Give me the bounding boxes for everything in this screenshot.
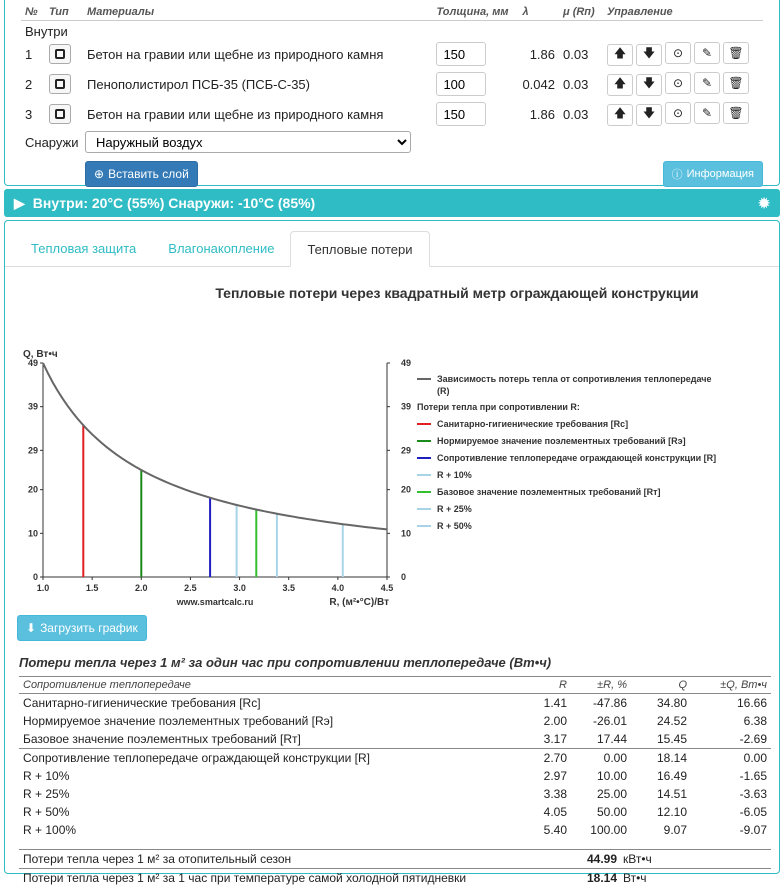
results-row bbox=[19, 730, 771, 749]
results-col-q: Q bbox=[631, 677, 691, 694]
check-circle-icon: ⊙ bbox=[672, 106, 684, 121]
thickness-input[interactable] bbox=[436, 102, 486, 126]
results-cell: Санитарно-гигиенические требования [Rc] bbox=[23, 696, 261, 710]
results-panel bbox=[4, 220, 780, 885]
edit-button[interactable] bbox=[694, 42, 720, 64]
check-circle-icon: ⊙ bbox=[672, 76, 684, 91]
check-button[interactable] bbox=[665, 102, 691, 124]
results-row bbox=[19, 803, 771, 821]
results-cell: -2.69 bbox=[739, 732, 767, 746]
legend-item-vertical bbox=[417, 435, 717, 447]
legend-label: R + 25% bbox=[437, 504, 472, 514]
outside-label: Снаружи bbox=[25, 134, 79, 150]
y-tick-label: 0 bbox=[32, 572, 38, 582]
edit-button[interactable] bbox=[694, 102, 720, 124]
x-tick-label: 2.5 bbox=[184, 583, 197, 593]
arrow-up-icon: 🡅 bbox=[613, 46, 627, 61]
y-tick-label-right: 20 bbox=[401, 484, 412, 495]
y-tick-label-right: 29 bbox=[401, 445, 412, 456]
legend-item-vertical bbox=[417, 503, 717, 515]
caret-right-icon: ▶ bbox=[14, 194, 25, 211]
summary-row bbox=[19, 868, 771, 887]
layer-material: Пенополистирол ПСБ-35 (ПСБ-С-35) bbox=[87, 76, 310, 92]
summary-value: 44.99 bbox=[586, 852, 617, 866]
layers-actions bbox=[21, 161, 763, 187]
results-cell: 17.44 bbox=[596, 732, 627, 746]
results-cell: -1.65 bbox=[739, 769, 767, 783]
results-cell: 2.00 bbox=[543, 714, 567, 728]
delete-button[interactable] bbox=[723, 42, 749, 64]
check-button[interactable] bbox=[665, 72, 691, 94]
trash-icon: 🗑 bbox=[728, 76, 744, 91]
results-cell: Сопротивление теплопередаче ограждающей конструкции [R] bbox=[19, 749, 531, 768]
tab-heat-loss[interactable]: Тепловые потери bbox=[290, 231, 429, 267]
legend-label: Сопротивление теплопередаче ограждающей конструкции [R] bbox=[437, 453, 717, 463]
legend-swatch bbox=[417, 378, 431, 380]
legend-swatch bbox=[417, 508, 431, 510]
results-cell: 10.00 bbox=[596, 769, 627, 783]
col-material: Материалы bbox=[83, 4, 432, 21]
thickness-input[interactable] bbox=[436, 42, 486, 66]
chart-title: Тепловые потери через квадратный метр ограждающей конструкции bbox=[215, 285, 699, 301]
layers-header-row bbox=[21, 4, 763, 21]
delete-button[interactable] bbox=[723, 102, 749, 124]
results-cell: 0.00 bbox=[691, 749, 771, 768]
x-tick-label: 2.0 bbox=[135, 583, 148, 593]
col-thickness: Толщина, мм bbox=[432, 4, 518, 21]
arrow-down-icon: 🡇 bbox=[642, 106, 656, 121]
trash-icon: 🗑 bbox=[728, 106, 744, 121]
conditions-text: Внутри: 20°C (55%) Снаружи: -10°C (85%) bbox=[32, 195, 316, 211]
col-num: № bbox=[21, 4, 45, 21]
col-type: Тип bbox=[45, 4, 83, 21]
summary-label: Потери тепла через 1 м² за 1 час при температуре самой холодной пятидневки bbox=[23, 871, 467, 885]
results-cell: 24.52 bbox=[656, 714, 687, 728]
legend-label: R + 50% bbox=[437, 521, 472, 531]
edit-button[interactable] bbox=[694, 72, 720, 94]
y-tick-label: 39 bbox=[27, 401, 38, 412]
results-cell: 16.49 bbox=[656, 769, 687, 783]
y-tick-label-right: 0 bbox=[401, 572, 407, 582]
results-cell: 0.00 bbox=[571, 749, 631, 768]
legend-item-curve bbox=[417, 373, 717, 397]
y-tick-label-right: 49 bbox=[401, 358, 412, 368]
results-row bbox=[19, 712, 771, 730]
legend-subtitle: Потери тепла при сопротивлении R: bbox=[417, 402, 580, 412]
legend-swatch bbox=[417, 525, 431, 527]
results-cell: 6.38 bbox=[743, 714, 767, 728]
square-icon bbox=[55, 49, 65, 59]
results-col-resistance: Сопротивление теплопередаче bbox=[19, 677, 531, 694]
trash-icon: 🗑 bbox=[728, 46, 744, 61]
results-cell: 25.00 bbox=[596, 787, 627, 801]
results-cell: 4.05 bbox=[543, 805, 567, 819]
tabs bbox=[5, 221, 779, 267]
delete-button[interactable] bbox=[723, 72, 749, 94]
layer-lambda: 0.042 bbox=[522, 76, 555, 92]
results-cell: 2.70 bbox=[531, 749, 571, 768]
results-cell: 1.41 bbox=[543, 696, 567, 710]
results-cell: 14.51 bbox=[656, 787, 687, 801]
watermark: www.smartcalc.ru bbox=[176, 597, 254, 607]
results-header-row bbox=[19, 677, 771, 694]
x-tick-label: 4.0 bbox=[331, 583, 345, 593]
layer-material: Бетон на гравии или щебне из природного камня bbox=[87, 46, 384, 62]
insert-layer-button[interactable] bbox=[85, 161, 198, 187]
results-cell: 5.40 bbox=[543, 823, 567, 837]
conditions-bar[interactable] bbox=[4, 189, 780, 217]
legend-label: Базовое значение поэлементных требований [Rт] bbox=[437, 487, 661, 497]
outside-select[interactable] bbox=[85, 131, 411, 153]
y-tick-label: 49 bbox=[27, 358, 38, 368]
square-icon bbox=[55, 79, 65, 89]
results-cell: 9.07 bbox=[663, 823, 687, 837]
results-cell: 3.38 bbox=[543, 787, 567, 801]
layer-type-button[interactable] bbox=[49, 44, 71, 64]
y-tick-label-right: 39 bbox=[401, 401, 412, 412]
col-lambda: λ bbox=[518, 4, 559, 21]
arrow-up-icon: 🡅 bbox=[613, 106, 627, 121]
results-cell: -47.86 bbox=[592, 696, 627, 710]
results-title: Потери тепла через 1 м² за один час при сопротивлении теплопередаче (Вт•ч) bbox=[19, 655, 552, 670]
summary-value: 18.14 bbox=[586, 871, 617, 885]
results-cell: 50.00 bbox=[596, 805, 627, 819]
summary-row bbox=[19, 849, 771, 868]
results-cell: R + 100% bbox=[23, 823, 77, 837]
legend-label: Зависимость потерь тепла от сопротивления теплопередаче (R) bbox=[437, 374, 712, 396]
results-row bbox=[19, 749, 771, 768]
arrow-down-icon: 🡇 bbox=[642, 76, 656, 91]
layer-lambda: 1.86 bbox=[529, 106, 555, 122]
x-tick-label: 3.5 bbox=[282, 583, 295, 593]
layer-num: 1 bbox=[25, 46, 33, 62]
layer-num: 2 bbox=[25, 76, 33, 92]
layer-row bbox=[21, 69, 763, 99]
summary-label: Потери тепла через 1 м² за отопительный сезон bbox=[23, 852, 292, 866]
results-row bbox=[19, 821, 771, 839]
results-row bbox=[19, 785, 771, 803]
layers-panel bbox=[4, 0, 780, 186]
thickness-input[interactable] bbox=[436, 72, 486, 96]
move-down-button[interactable] bbox=[636, 104, 662, 126]
col-controls: Управление bbox=[603, 4, 763, 21]
legend-label: Санитарно-гигиенические требования [Rc] bbox=[437, 419, 629, 429]
results-cell: 15.45 bbox=[656, 732, 687, 746]
results-cell: Нормируемое значение поэлементных требований [Rэ] bbox=[23, 714, 334, 728]
legend-item-vertical bbox=[417, 520, 717, 532]
results-cell: -6.05 bbox=[739, 805, 767, 819]
results-table bbox=[19, 676, 771, 839]
layer-mu: 0.03 bbox=[563, 46, 589, 62]
results-cell: 12.10 bbox=[656, 805, 687, 819]
y-tick-label-right: 10 bbox=[401, 528, 412, 539]
y-tick-label: 10 bbox=[27, 528, 38, 539]
info-label: Информация bbox=[686, 168, 754, 180]
legend-swatch bbox=[417, 457, 431, 459]
layer-material: Бетон на гравии или щебне из природного камня bbox=[87, 106, 384, 122]
move-up-button[interactable] bbox=[607, 104, 633, 126]
legend-label: Нормируемое значение поэлементных требований [Rэ] bbox=[437, 436, 686, 446]
results-cell: -26.01 bbox=[592, 714, 627, 728]
legend-label: R + 10% bbox=[437, 470, 472, 480]
move-down-button[interactable] bbox=[636, 44, 662, 66]
x-tick-label: 1.0 bbox=[36, 583, 50, 593]
y-tick-label: 29 bbox=[27, 445, 38, 456]
layer-mu: 0.03 bbox=[563, 106, 589, 122]
summary bbox=[19, 849, 771, 887]
results-cell: 3.17 bbox=[543, 732, 567, 746]
pencil-icon: ✎ bbox=[701, 76, 713, 91]
legend-item-vertical bbox=[417, 418, 717, 430]
y-axis-label: Q, Вт•ч bbox=[23, 349, 58, 360]
layer-type-button[interactable] bbox=[49, 104, 71, 124]
outside-row bbox=[21, 131, 763, 153]
layer-row bbox=[21, 99, 763, 129]
download-icon: ⬇ bbox=[26, 621, 37, 635]
chart-legend bbox=[417, 373, 717, 537]
x-tick-label: 3.0 bbox=[233, 583, 246, 593]
plus-circle-icon: ⊕ bbox=[94, 167, 105, 181]
results-row bbox=[19, 694, 771, 713]
legend-item-vertical bbox=[417, 486, 717, 498]
tab-moisture[interactable]: Влагонакопление bbox=[168, 241, 275, 256]
arrow-up-icon: 🡅 bbox=[613, 76, 627, 91]
square-icon bbox=[55, 109, 65, 119]
results-cell: -3.63 bbox=[739, 787, 767, 801]
inside-label: Внутри bbox=[25, 24, 68, 39]
legend-item-vertical bbox=[417, 469, 717, 481]
x-tick-label: 1.5 bbox=[85, 583, 99, 593]
results-cell: R + 25% bbox=[23, 787, 70, 801]
check-button[interactable] bbox=[665, 42, 691, 64]
pencil-icon: ✎ bbox=[701, 46, 713, 61]
y-tick-label: 20 bbox=[27, 484, 38, 495]
download-chart-label: Загрузить график bbox=[40, 621, 138, 635]
move-down-button[interactable] bbox=[636, 74, 662, 96]
summary-unit: Вт•ч bbox=[623, 871, 647, 885]
results-col-r-pct: ±R, % bbox=[571, 677, 631, 694]
tab-thermal-protection[interactable]: Тепловая защита bbox=[31, 241, 137, 256]
layers-table bbox=[21, 4, 763, 129]
results-cell: Базовое значение поэлементных требований [Rт] bbox=[23, 732, 301, 746]
layer-num: 3 bbox=[25, 106, 33, 122]
legend-swatch bbox=[417, 440, 431, 442]
heat-loss-chart bbox=[5, 325, 425, 615]
x-tick-label: 4.5 bbox=[380, 583, 394, 593]
results-cell: -9.07 bbox=[739, 823, 767, 837]
results-cell: 100.00 bbox=[590, 823, 627, 837]
arrow-down-icon: 🡇 bbox=[642, 46, 656, 61]
results-col-dq: ±Q, Вт•ч bbox=[691, 677, 771, 694]
check-circle-icon: ⊙ bbox=[672, 46, 684, 61]
x-axis-label: R, (м²•°С)/Вт bbox=[329, 597, 389, 608]
results-row bbox=[19, 767, 771, 785]
info-icon: ⓘ bbox=[671, 169, 683, 181]
layer-type-button[interactable] bbox=[49, 74, 71, 94]
legend-swatch bbox=[417, 423, 431, 425]
legend-item-vertical bbox=[417, 452, 717, 464]
heat-loss-curve bbox=[43, 363, 387, 529]
sun-icon[interactable]: ✹ bbox=[758, 194, 770, 211]
results-cell: R + 50% bbox=[23, 805, 70, 819]
layer-row bbox=[21, 39, 763, 69]
layer-lambda: 1.86 bbox=[529, 46, 555, 62]
layer-mu: 0.03 bbox=[563, 76, 589, 92]
insert-layer-label: Вставить слой bbox=[108, 167, 189, 181]
chart-area bbox=[5, 285, 779, 625]
results-cell: 34.80 bbox=[656, 696, 687, 710]
legend-swatch bbox=[417, 474, 431, 476]
col-mu: μ (Rп) bbox=[559, 4, 603, 21]
results-col-r: R bbox=[531, 677, 571, 694]
info-button[interactable] bbox=[663, 161, 763, 187]
results-cell: 18.14 bbox=[631, 749, 691, 768]
results-cell: R + 10% bbox=[23, 769, 70, 783]
move-up-button[interactable] bbox=[607, 74, 633, 96]
legend-swatch bbox=[417, 491, 431, 493]
move-up-button[interactable] bbox=[607, 44, 633, 66]
summary-unit: кВт•ч bbox=[623, 852, 652, 866]
results-cell: 16.66 bbox=[736, 696, 767, 710]
results-cell: 2.97 bbox=[543, 769, 567, 783]
pencil-icon: ✎ bbox=[701, 106, 713, 121]
